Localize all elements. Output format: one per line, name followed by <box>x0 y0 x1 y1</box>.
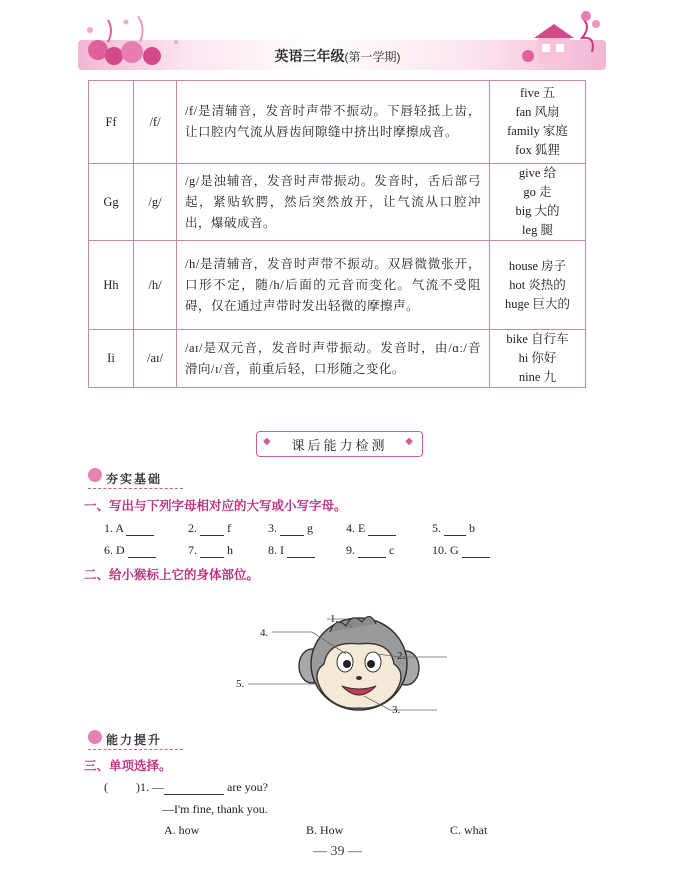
word-item: house 房子 <box>508 258 567 273</box>
word-item: give 给 <box>518 166 557 180</box>
part1-underline <box>88 488 183 490</box>
letter-cell: Gg <box>89 164 134 241</box>
section-banner: ◆ 课后能力检测 ◆ <box>256 431 423 457</box>
q1-item: 1. A <box>104 521 154 536</box>
header-title-sub: (第一学期) <box>344 50 401 64</box>
q3-question: ( )1. — are you? <box>104 780 268 794</box>
word-item: go 走 <box>523 185 552 199</box>
q1-item: 2. f <box>188 521 231 535</box>
monkey-face-illustration <box>232 606 472 718</box>
option-a[interactable]: A. how <box>164 823 200 837</box>
q1-item: 10. G <box>432 543 490 558</box>
answer-blank[interactable] <box>200 545 224 558</box>
word-item: bike 自行车 <box>506 332 569 346</box>
word-item: hi 你好 <box>518 351 557 365</box>
words-cell <box>490 241 586 330</box>
part1-label: 夯实基础 <box>106 472 163 486</box>
word-item: big 大的 <box>515 204 560 218</box>
table-row <box>89 81 586 164</box>
word-item: fox 狐狸 <box>515 143 560 157</box>
letter-cell: Hh <box>89 241 134 330</box>
letter-cell: Ff <box>89 81 134 164</box>
part2-underline <box>88 749 183 751</box>
q1-title: 一、写出与下列字母相对应的大写或小写字母。 <box>84 499 347 513</box>
q3-title: 三、单项选择。 <box>84 759 172 773</box>
q1-item: 6. D <box>104 543 156 558</box>
answer-blank[interactable] <box>200 523 224 536</box>
answer-blank[interactable] <box>287 545 315 558</box>
monkey-label-2: 2. <box>397 650 406 662</box>
monkey-label-3: 3. <box>392 704 401 716</box>
q1-item: 7. h <box>188 543 233 557</box>
q1-item: 3. g <box>268 521 313 535</box>
q1-item: 4. E <box>346 521 396 536</box>
phonics-table <box>88 80 586 388</box>
answer-blank[interactable] <box>462 545 490 558</box>
words-cell <box>490 81 586 164</box>
part2-label: 能力提升 <box>106 733 163 747</box>
word-item: leg 腿 <box>522 223 553 237</box>
answer-blank[interactable] <box>126 523 154 536</box>
option-b[interactable]: B. How <box>306 823 344 837</box>
word-item: nine 九 <box>518 370 557 384</box>
page-header-title <box>0 46 675 66</box>
q2-title: 二、给小猴标上它的身体部位。 <box>84 568 260 582</box>
monkey-label-4: 4. <box>260 627 269 639</box>
answer-blank[interactable] <box>358 545 386 558</box>
words-cell <box>490 330 586 388</box>
header-title-main: 英语三年级 <box>274 48 345 64</box>
q3-reply: —I'm fine, thank you. <box>162 802 268 816</box>
word-item: fan 风扇 <box>515 105 560 119</box>
answer-blank[interactable] <box>280 523 304 536</box>
answer-blank[interactable] <box>444 523 466 536</box>
description-cell: /f/是清辅音，发音时声带不振动。下唇轻抵上齿，让口腔内气流从唇齿间隙缝中挤出时摩擦成音。 <box>177 81 490 164</box>
page-number: — 39 — <box>313 844 362 859</box>
word-item: huge 巨大的 <box>505 296 570 311</box>
monkey-label-1: 1. <box>330 613 339 625</box>
answer-paren-blank[interactable] <box>108 783 136 795</box>
word-item: family 家庭 <box>507 124 568 138</box>
word-item: five 五 <box>519 86 556 100</box>
description-cell: /aɪ/是双元音，发音时声带振动。发音时，由/ɑː/音滑向/ɪ/音，前重后轻，口形随之变化。 <box>177 330 490 388</box>
option-c[interactable]: C. what <box>450 823 488 837</box>
monkey-label-5: 5. <box>236 678 245 690</box>
word-item: hot 炎热的 <box>509 277 566 292</box>
answer-blank[interactable] <box>164 782 224 795</box>
answer-blank[interactable] <box>368 523 396 536</box>
q1-item: 8. I <box>268 543 315 558</box>
sound-cell: /h/ <box>134 241 177 330</box>
sound-cell: /f/ <box>134 81 177 164</box>
letter-cell: Ii <box>89 330 134 388</box>
sound-cell: /g/ <box>134 164 177 241</box>
table-row <box>89 241 586 330</box>
pencil-badge-icon <box>88 730 102 744</box>
description-cell: /g/是浊辅音，发音时声带振动。发音时，舌后部弓起，紧贴软腭，然后突然放开，让气流从口腔冲出，爆破成音。 <box>177 164 490 241</box>
sound-cell: /aɪ/ <box>134 330 177 388</box>
table-row <box>89 330 586 388</box>
q1-item: 5. b <box>432 521 475 535</box>
table-row <box>89 164 586 241</box>
pencil-badge-icon <box>88 468 102 482</box>
words-cell <box>490 164 586 241</box>
description-cell: /h/是清辅音，发音时声带不振动。双唇微微张开，口形不定，随/h/后面的元音而变化。气流不受阻碍，仅在通过声带时发出轻微的摩擦声。 <box>177 241 490 330</box>
answer-blank[interactable] <box>128 545 156 558</box>
q1-item: 9. c <box>346 543 395 557</box>
